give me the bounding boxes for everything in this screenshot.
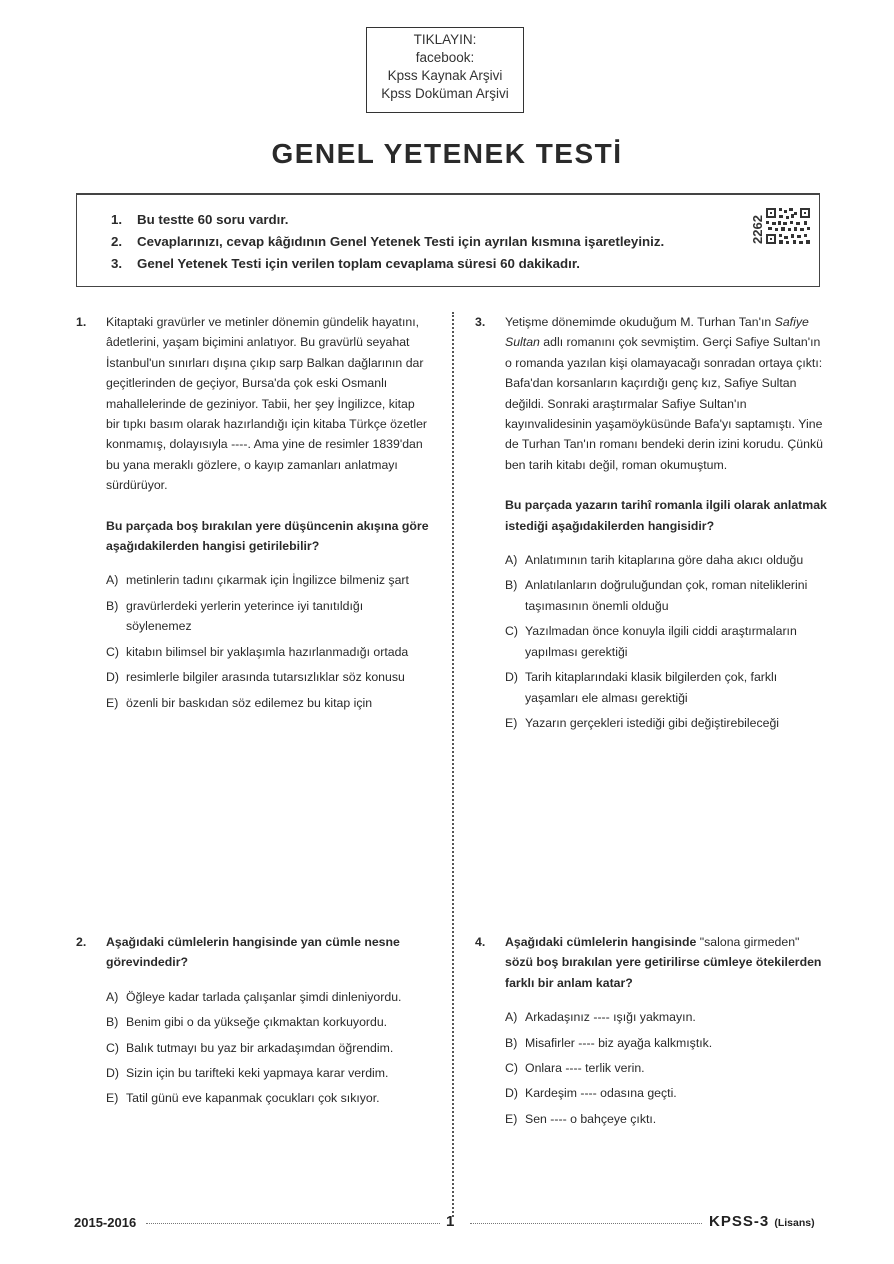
option-e[interactable]: E) Sen ---- o bahçeye çıktı. xyxy=(505,1111,657,1126)
question-number: 4. xyxy=(475,935,486,949)
option-e[interactable]: E) özenli bir baskıdan söz edilemez bu kitap için xyxy=(106,695,373,710)
option-c[interactable]: C) kitabın bilimsel bir yaklaşımla hazırlanmadığı ortada xyxy=(106,644,409,659)
option-c[interactable]: C) Balık tutmayı bu yaz bir arkadaşımdan öğrendim. xyxy=(106,1040,394,1055)
option-b[interactable]: B) Benim gibi o da yükseğe çıkmaktan korkuyordu. xyxy=(106,1015,388,1030)
option-b[interactable]: B) Anlatılanların doğruluğundan çok, roman niteliklerini taşımasının önemli olduğu xyxy=(505,578,808,613)
instructions-box xyxy=(76,193,820,287)
footer-rule xyxy=(146,1223,440,1224)
qr-code-icon xyxy=(748,207,814,245)
options-list xyxy=(106,570,430,712)
column-divider xyxy=(452,312,454,1217)
question-stem: Aşağıdaki cümlelerin hangisinde "salona girmeden" sözü boş bırakılan yere getirilirse cümleye ötekilerden farklı bir anlam katar? xyxy=(505,935,822,990)
option-e[interactable]: E) Tatil günü eve kapanmak çocukları çok sıkıyor. xyxy=(106,1091,380,1106)
option-d[interactable]: D) Tarih kitaplarındaki klasik bilgilerden çok, farklı yaşamları ele alması gerektiği xyxy=(505,670,778,705)
question-stem: Aşağıdaki cümlelerin hangisinde yan cümle nesne görevindedir? xyxy=(106,935,400,970)
question-number: 2. xyxy=(76,935,87,949)
question-stem: Bu parçada yazarın tarihî romanla ilgili olarak anlatmak istediği aşağıdakilerden hangisidir? xyxy=(505,498,827,533)
option-c[interactable]: C) Onlara ---- terlik verin. xyxy=(505,1061,645,1076)
options-list xyxy=(505,1007,829,1129)
option-c[interactable]: C) Yazılmadan önce konuyla ilgili ciddi araştırmaların yapılması gerektiği xyxy=(505,624,797,659)
page-title: GENEL YETENEK TESTİ xyxy=(271,138,623,169)
instruction-item: 2. Cevaplarınızı, cevap kâğıdının Genel Yetenek Testi için ayrılan kısmına işaretleyiniz. xyxy=(111,234,665,249)
option-a[interactable]: A) Öğleye kadar tarlada çalışanlar şimdi dinleniyordu. xyxy=(106,989,402,1004)
question-passage: Kitaptaki gravürler ve metinler dönemin gündelik hayatını, âdetlerini, yaşam biçimini anlatıyor. Bu gravürlü seyahat İstanbul'un sınırları dışına çıkıp sarp Balkan dağlarının dar geçitlerinden de geçiyor, Bursa'da çok eski Osmanlı mahallelerinde de geziniyor. Tabii, her şey İngilizce, kitap bir tıpkı basım olarak hazırlandığı için kitaba Türkçe özetler konmamış, dolayısıyla ----. Ama yine de resimler 1839'dan bu yana meraklı gözlere, o kayıp zamanları anlatmayı sürdürüyor. xyxy=(106,315,428,493)
question-number: 3. xyxy=(475,315,486,329)
footer-rule xyxy=(470,1223,702,1224)
option-d[interactable]: D) Kardeşim ---- odasına geçti. xyxy=(505,1086,677,1101)
promo-line: Kpss Doküman Arşivi xyxy=(381,86,509,101)
option-b[interactable]: B) gravürlerdeki yerlerin yeterince iyi tanıtıldığı söylenemez xyxy=(106,598,364,634)
promo-line: facebook: xyxy=(415,50,475,65)
instruction-item: 1. Bu testte 60 soru vardır. xyxy=(111,212,289,227)
footer-year: 2015-2016 xyxy=(74,1215,137,1230)
exam-level: (Lisans) xyxy=(774,1217,815,1229)
question-stem: Bu parçada boş bırakılan yere düşüncenin akışına göre aşağıdakilerden hangisi getirilebilir? xyxy=(106,518,429,554)
promo-line: Kpss Kaynak Arşivi xyxy=(387,68,503,83)
page-footer xyxy=(0,1213,894,1237)
exam-name: KPSS-3 (Lisans) xyxy=(709,1213,815,1230)
options-list xyxy=(106,987,430,1109)
question-passage: Yetişme dönemimde okuduğum M. Turhan Tan'ın Safiye Sultan adlı romanını çok sevmiştim. Gerçi Safiye Sultan'ın o romanda yazılan kişi olamayacağı sonradan ortaya çıktı: Bafa'dan korsanların kaçırdığı genç kız, Safiye Sultan değildi. Sonraki araştırmalar Safiye Sultan'ın kayınvalidesinin yaşamöyküsünde Bafa'yı saptamıştı. Yine de Turhan Tan'ın romanı bendeki derin izini korudu. Çünkü ben tarih kitabı değil, roman okumuştum. xyxy=(505,315,823,472)
option-e[interactable]: E) Yazarın gerçekleri istediği gibi değiştirebileceği xyxy=(505,715,780,730)
options-list xyxy=(505,550,829,733)
page-number: 1 xyxy=(446,1213,455,1230)
instruction-item: 3. Genel Yetenek Testi için verilen toplam cevaplama süresi 60 dakikadır. xyxy=(111,256,580,271)
option-d[interactable]: D) resimlerle bilgiler arasında tutarsızlıklar söz konusu xyxy=(106,670,405,685)
promo-box xyxy=(366,27,524,113)
option-d[interactable]: D) Sizin için bu tarifteki keki yapmaya karar verdim. xyxy=(106,1066,389,1081)
promo-line: TIKLAYIN: xyxy=(413,32,477,47)
question-number: 1. xyxy=(76,315,87,329)
option-a[interactable]: A) Anlatımının tarih kitaplarına göre daha akıcı olduğu xyxy=(505,553,804,568)
option-b[interactable]: B) Misafirler ---- biz ayağa kalkmıştık. xyxy=(505,1035,713,1050)
instructions-list xyxy=(111,209,664,275)
booklet-code: 2262 xyxy=(750,215,765,244)
option-a[interactable]: A) metinlerin tadını çıkarmak için İngilizce bilmeniz şart xyxy=(106,573,409,588)
option-a[interactable]: A) Arkadaşınız ---- ışığı yakmayın. xyxy=(505,1010,696,1025)
